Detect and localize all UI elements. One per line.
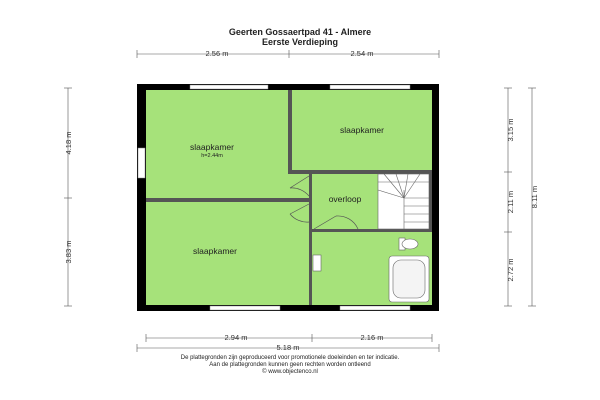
left-dimension [64,88,72,306]
dim-right-total: 8.11 m [530,185,539,209]
room-height-label: h=2.44m [201,153,223,159]
dim-right-bottom: 2.72 m [506,258,515,282]
dim-bottom-left: 2.94 m [224,333,248,342]
dim-right-top: 3.15 m [506,118,515,142]
dim-top-left: 2.56 m [205,49,229,58]
disclaimer-line-2: Aan de plattegronden kunnen geen rechten worden ontleend [209,362,371,368]
disclaimer-line-1: De plattegronden zijn geproduceerd voor promotionele doeleinden en ter indicatie. [180,355,400,361]
dim-left-bottom: 3.83 m [64,240,73,264]
dim-top-right: 2.54 m [350,49,374,58]
room-label-top-left: slaapkamer [190,142,234,152]
copyright-link[interactable]: © www.objectenco.nl [262,369,318,375]
top-dimension [137,50,439,58]
plan-subtitle: Eerste Verdieping [261,37,339,47]
dim-bottom-total: 5.18 m [276,343,300,352]
plan-title: Geerten Gossaertpad 41 - Almere [228,27,372,37]
washbasin [313,255,321,271]
toilet [402,239,418,249]
room-label-bottom-left: slaapkamer [193,246,237,256]
room-label-top-right: slaapkamer [340,125,384,135]
room-label-hall: overloop [328,194,362,204]
dim-bottom-right: 2.16 m [360,333,384,342]
dim-left-top: 4.18 m [64,131,73,155]
dim-right-middle: 2.11 m [506,190,515,214]
staircase [378,174,429,229]
